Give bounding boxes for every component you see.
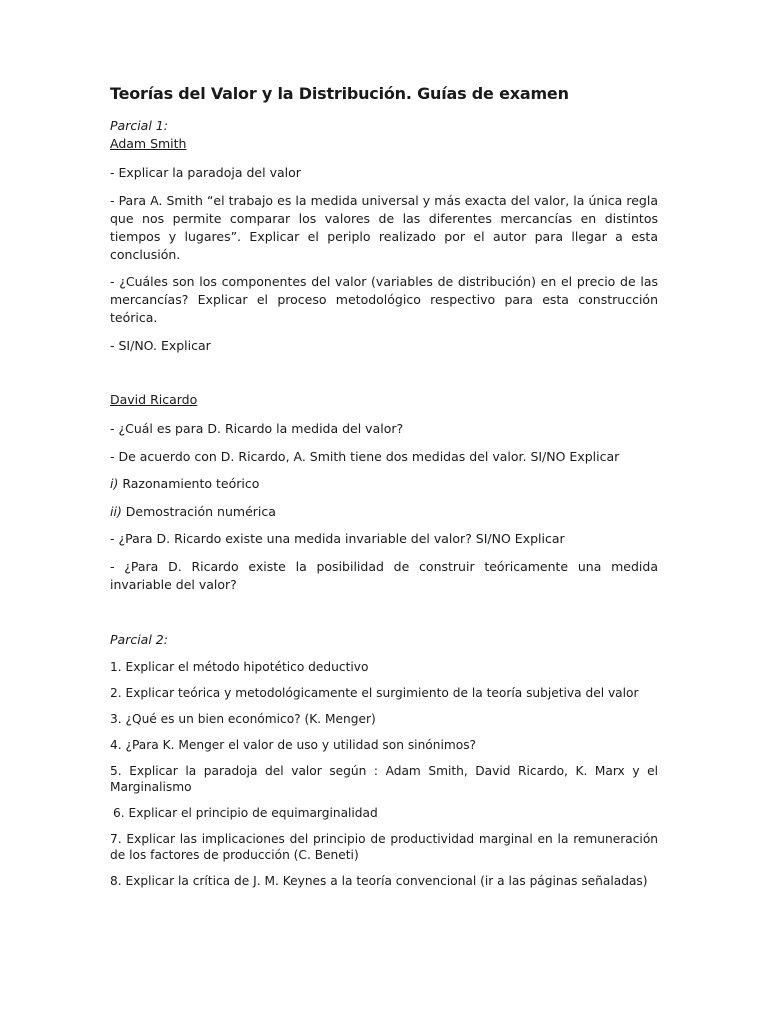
sub-item-2-text: Demostración numérica <box>121 503 276 519</box>
parcial-2-item-7: 7. Explicar las implicaciones del principio de productividad marginal en la remuneración de los factores de producción (C. Beneti) <box>110 832 658 862</box>
parcial-2-item-5: 5. Explicar la paradoja del valor según : Adam Smith, David Ricardo, K. Marx y el Marginalismo <box>110 764 658 794</box>
parcial-2-label: Parcial 2: <box>110 632 168 647</box>
ricardo-sub-item-1 <box>110 475 658 493</box>
roman-marker-i: i) <box>110 476 119 491</box>
smith-question-3: - ¿Cuáles son los componentes del valor (variables de distribución) en el precio de las mercancías? Explicar el proceso metodológico respectivo para esta construcción teórica. <box>110 274 658 325</box>
document-title: Teorías del Valor y la Distribución. Guías de examen <box>110 84 569 103</box>
smith-question-1: - Explicar la paradoja del valor <box>110 165 301 180</box>
adam-smith-heading: Adam Smith <box>110 136 187 151</box>
parcial-2-item-8: 8. Explicar la crítica de J. M. Keynes a la teoría convencional (ir a las páginas señaladas) <box>110 874 648 888</box>
parcial-1-label: Parcial 1: <box>110 118 168 133</box>
roman-marker-ii: ii) <box>110 503 122 519</box>
smith-question-4: - SI/NO. Explicar <box>110 337 211 353</box>
david-ricardo-heading: David Ricardo <box>110 392 198 407</box>
smith-question-2: - Para A. Smith “el trabajo es la medida universal y más exacta del valor, la única regla que nos permite comparar los valores de las diferentes mercancías en distintos tiempos y lugares”. Explicar el periplo realizado por el autor para llegar a esta conclusión. <box>110 192 658 262</box>
ricardo-question-4: - ¿Para D. Ricardo existe la posibilidad de construir teóricamente una medida invariable del valor? <box>110 558 658 592</box>
ricardo-question-3: - ¿Para D. Ricardo existe una medida invariable del valor? SI/NO Explicar <box>110 531 565 546</box>
parcial-2-item-1: 1. Explicar el método hipotético deductivo <box>110 660 369 674</box>
ricardo-sub-item-2 <box>110 503 658 521</box>
parcial-2-item-6: 6. Explicar el principio de equimarginalidad <box>113 806 378 820</box>
sub-item-1-text: Razonamiento teórico <box>118 476 260 491</box>
document-page <box>110 84 658 899</box>
parcial-2-item-2: 2. Explicar teórica y metodológicamente el surgimiento de la teoría subjetiva del valor <box>110 686 639 700</box>
ricardo-question-2: - De acuerdo con D. Ricardo, A. Smith tiene dos medidas del valor. SI/NO Explicar <box>110 448 620 464</box>
parcial-2-item-3: 3. ¿Qué es un bien económico? (K. Menger) <box>110 712 376 726</box>
ricardo-question-1: - ¿Cuál es para D. Ricardo la medida del valor? <box>110 421 404 436</box>
parcial-2-item-4: 4. ¿Para K. Menger el valor de uso y utilidad son sinónimos? <box>110 738 477 752</box>
